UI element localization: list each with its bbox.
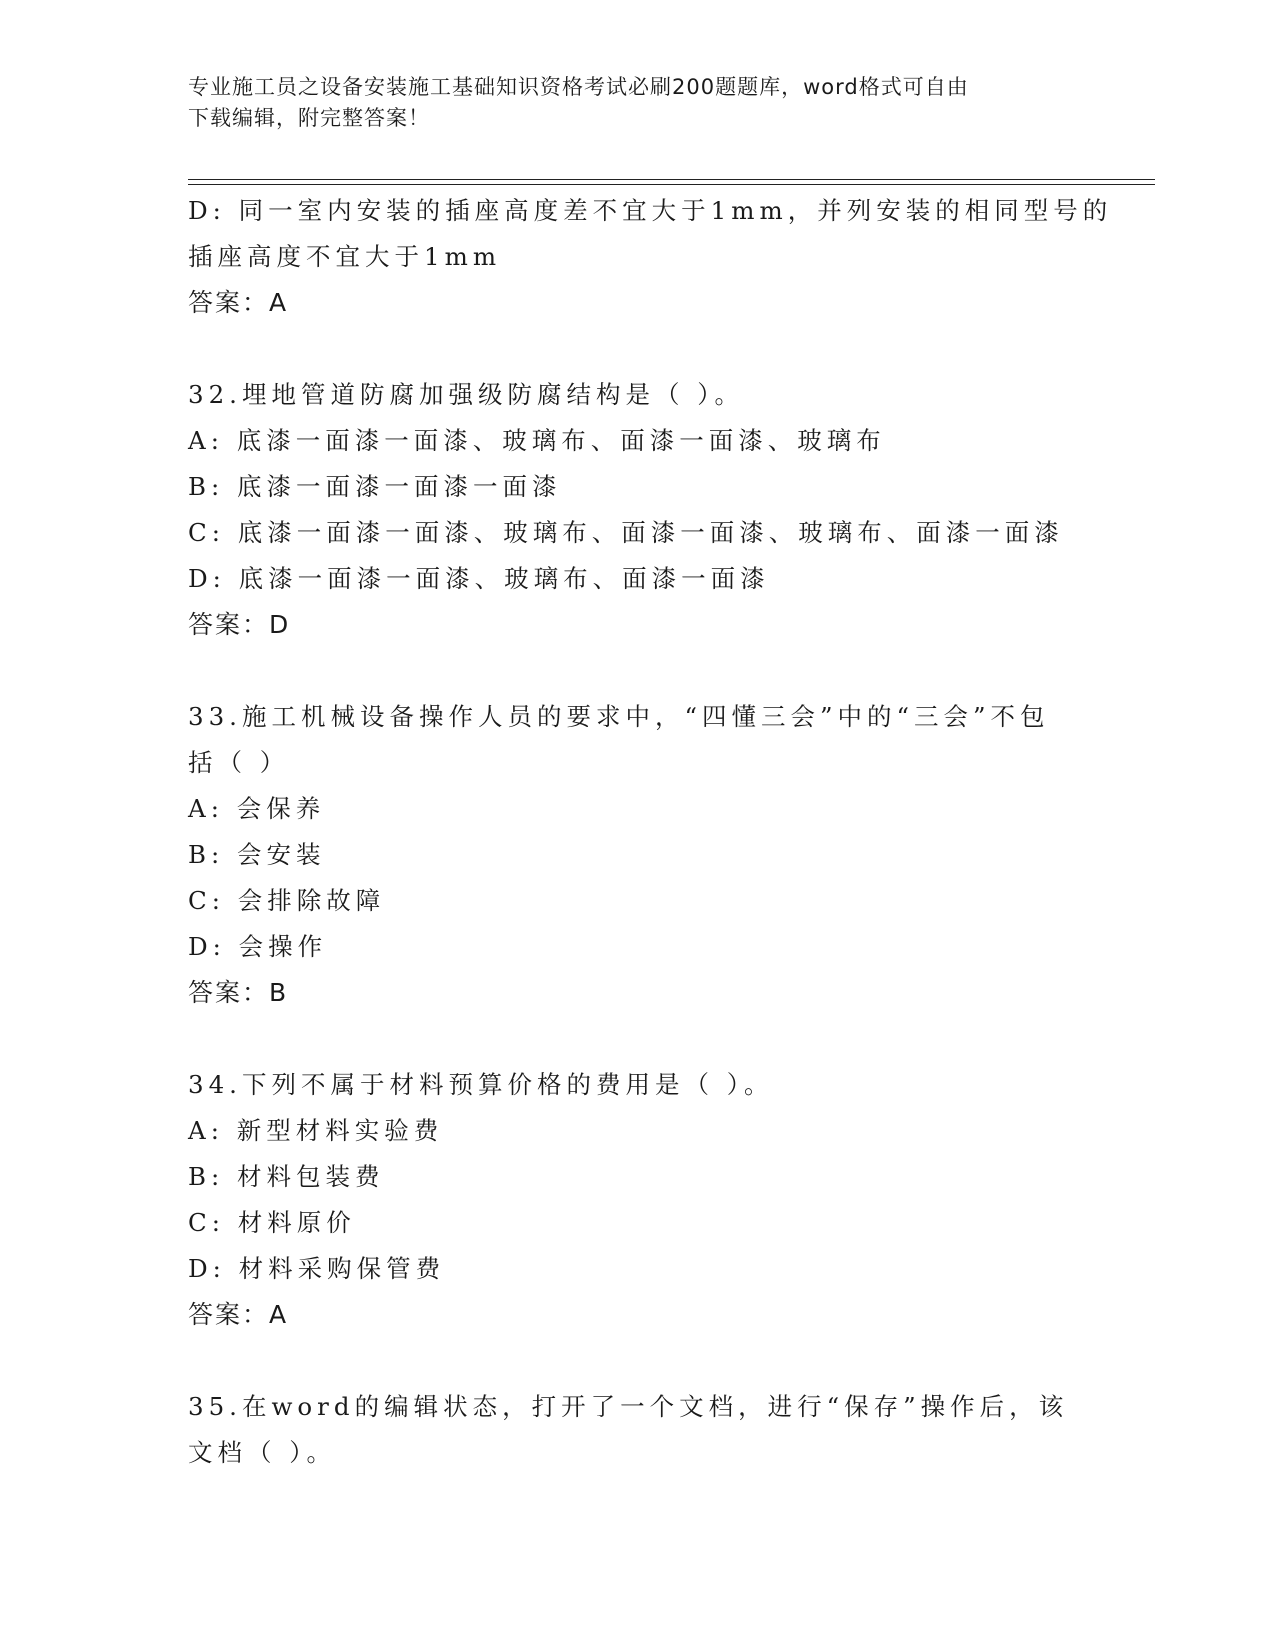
question-32: [188, 372, 1088, 648]
option-d: D: 会操作: [188, 932, 328, 961]
option-c: C: 材料原价: [188, 1208, 356, 1237]
question-34: [188, 1062, 1088, 1338]
option-a: A: 会保养: [188, 794, 326, 823]
option-a: A: 新型材料实验费: [188, 1116, 444, 1145]
header-divider-top: [188, 179, 1155, 180]
prev-answer: 答案：A: [188, 288, 289, 317]
header-line-1: 专业施工员之设备安装施工基础知识资格考试必刷200题题库，word格式可自由: [188, 75, 969, 99]
option-d: D: 底漆一面漆一面漆、玻璃布、面漆一面漆: [188, 564, 770, 593]
question-stem: 35.在word的编辑状态，打开了一个文档，进行“保存”操作后，该: [188, 1392, 1069, 1421]
answer: 答案：A: [188, 1300, 289, 1329]
answer: 答案：B: [188, 978, 289, 1007]
question-stem: 34.下列不属于材料预算价格的费用是（ ）。: [188, 1070, 774, 1099]
question-stem: 33.施工机械设备操作人员的要求中，“四懂三会”中的“三会”不包: [188, 702, 1050, 731]
option-a: A: 底漆一面漆一面漆、玻璃布、面漆一面漆、玻璃布: [188, 426, 886, 455]
question-stem-cont: 文档（ ）。: [188, 1438, 337, 1467]
option-c: C: 会排除故障: [188, 886, 386, 915]
option-d: D: 材料采购保管费: [188, 1254, 446, 1283]
header-divider-bottom: [188, 184, 1155, 185]
document-header: [188, 72, 1068, 134]
option-b: B: 会安装: [188, 840, 326, 869]
option-b: B: 材料包装费: [188, 1162, 385, 1191]
answer: 答案：D: [188, 610, 291, 639]
question-33: [188, 694, 1088, 1016]
header-line-2: 下载编辑，附完整答案！: [188, 106, 430, 130]
question-stem-cont: 括（ ）: [188, 748, 290, 777]
option-c: C: 底漆一面漆一面漆、玻璃布、面漆一面漆、玻璃布、面漆一面漆: [188, 518, 1064, 547]
option-b: B: 底漆一面漆一面漆一面漆: [188, 472, 562, 501]
prev-option-d-line-1: D: 同一室内安装的插座高度差不宜大于1mm，并列安装的相同型号的: [188, 196, 1113, 225]
question-stem: 32.埋地管道防腐加强级防腐结构是（ ）。: [188, 380, 744, 409]
document-body: [188, 188, 1113, 1476]
prev-option-d-line-2: 插座高度不宜大于1mm: [188, 242, 502, 271]
question-35: [188, 1384, 1088, 1476]
